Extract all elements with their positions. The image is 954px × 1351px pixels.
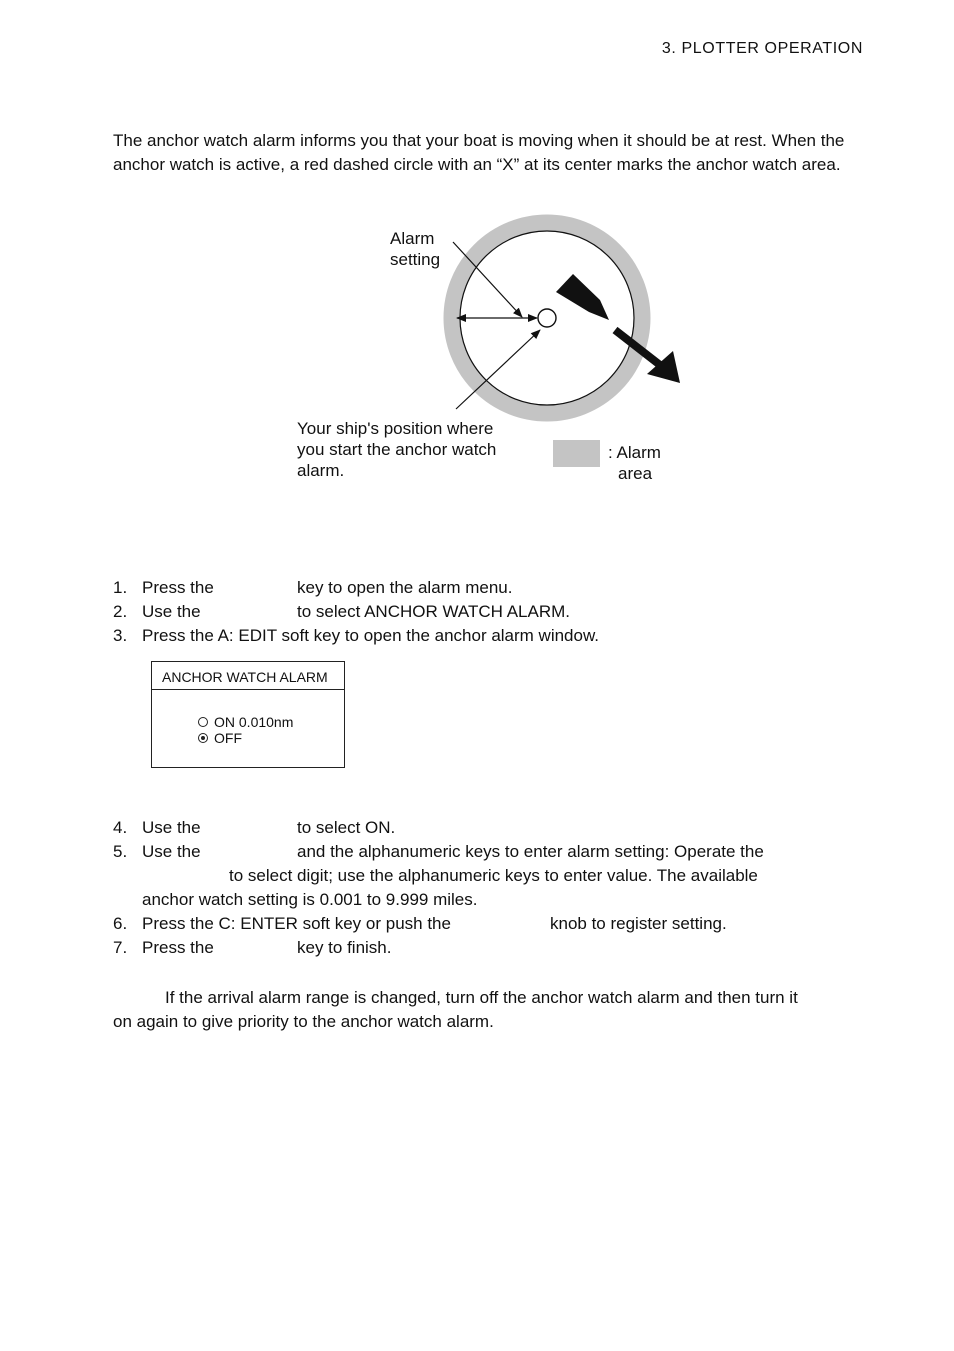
window-title: ANCHOR WATCH ALARM: [152, 662, 344, 690]
alarm-area-legend-label: : Alarm area: [608, 443, 661, 483]
option-off[interactable]: OFF: [198, 730, 242, 746]
ship-position-label: Your ship's position where you start the anchor watch alarm.: [297, 419, 497, 480]
radio-on-icon[interactable]: [198, 717, 208, 727]
steps-list-a: 1. Press the key to open the alarm menu. 2. Use the to select ANCHOR WATCH ALARM. 3. Press the A: EDIT soft key to open the anchor alarm window.: [113, 578, 600, 645]
alarm-area-legend-swatch: [553, 440, 600, 467]
ship-position-marker: [538, 309, 556, 327]
anchor-watch-alarm-window: [151, 661, 345, 768]
intro-paragraph: The anchor watch alarm informs you that your boat is moving when it should be at rest. When the anchor watch is active, a red dashed circle with an “X” at its center marks the anchor watch area.: [113, 131, 845, 174]
option-on[interactable]: ON 0.010nm: [198, 714, 293, 730]
radio-off-selected-icon[interactable]: [198, 733, 208, 743]
alarm-setting-label: Alarm setting: [390, 229, 441, 269]
page-header: 3. PLOTTER OPERATION: [661, 40, 863, 57]
steps-list-b: 4. Use the to select ON. 5. Use the and the alphanumeric keys to enter alarm setting: Operate the to select digit; use the alphanumeric keys to enter value. The available anchor watch setting is 0.001 to 9.999 miles. 6. Press the C: ENTER soft key or push the knob to register setting. 7. Press the key to finish.: [113, 818, 764, 957]
ship-icon: [556, 274, 609, 320]
note-paragraph: If the arrival alarm range is changed, turn off the anchor watch alarm and then turn it on again to give priority to the anchor watch alarm.: [113, 988, 798, 1031]
